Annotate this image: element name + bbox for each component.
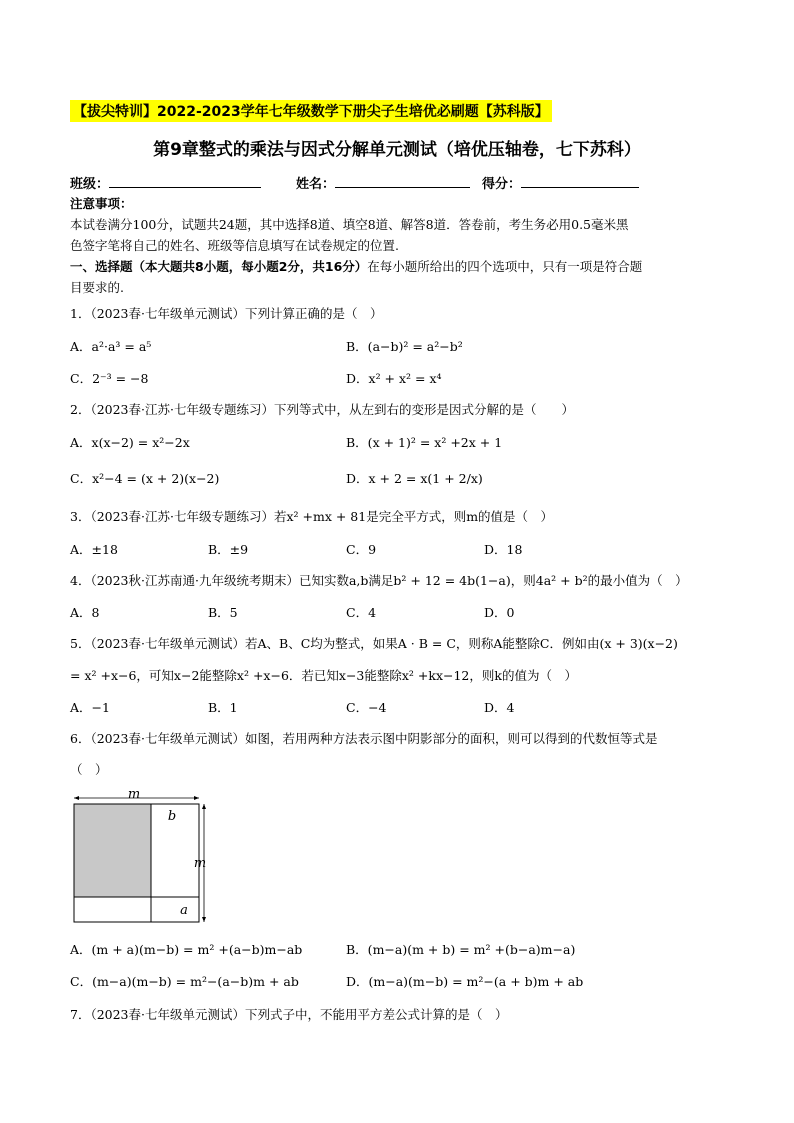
question-1-stem: 1．（2023春·七年级单元测试）下列计算正确的是（ ） bbox=[70, 306, 383, 321]
class-field[interactable]: 班级： bbox=[70, 173, 261, 192]
question-5-option-b[interactable]: B．1 bbox=[208, 700, 238, 715]
page-title: 第9章整式的乘法与因式分解单元测试（培优压轴卷，七下苏科） bbox=[153, 140, 641, 160]
question-3-option-d[interactable]: D．18 bbox=[484, 542, 523, 557]
question-3-stem: 3．（2023春·江苏·七年级专题练习）若x² +mx + 81是完全平方式，则m的值是（ ） bbox=[70, 509, 554, 524]
question-4-option-a[interactable]: A．8 bbox=[70, 605, 100, 620]
question-5-stem-line2: = x² +x−6，可知x−2能整除x² +x−6．若已知x−3能整除x² +kx−12，则k的值为（ ） bbox=[70, 668, 577, 683]
notes-line-1: 本试卷满分100分，试题共24题，其中选择8道、填空8道、解答8道．答卷前，考生务必用0.5毫米黑 bbox=[70, 217, 629, 232]
question-4-stem: 4．（2023秋·江苏南通·九年级统考期末）已知实数a,b满足b² + 12 = 4b(1−a)，则4a² + b²的最小值为（ ） bbox=[70, 573, 688, 588]
name-field[interactable]: 姓名： bbox=[296, 173, 470, 192]
question-7-stem: 7．（2023春·七年级单元测试）下列式子中，不能用平方差公式计算的是（ ） bbox=[70, 1007, 508, 1022]
question-6-option-c[interactable]: C．(m−a)(m−b) = m²−(a−b)m + ab bbox=[70, 974, 299, 989]
question-4-option-b[interactable]: B．5 bbox=[208, 605, 238, 620]
section-heading-line2: 目要求的. bbox=[70, 280, 124, 295]
section-heading: 一、选择题（本大题共8小题，每小题2分，共16分）在每小题所给出的四个选项中，只有一项是符合题 bbox=[70, 259, 643, 274]
question-5-option-d[interactable]: D．4 bbox=[484, 700, 515, 715]
question-1-option-b[interactable]: B．(a−b)² = a²−b² bbox=[346, 339, 463, 354]
series-tag: 【拔尖特训】2022-2023学年七年级数学下册尖子生培优必刷题【苏科版】 bbox=[70, 100, 552, 122]
question-1-option-a[interactable]: A．a²·a³ = a⁵ bbox=[70, 339, 152, 354]
score-field[interactable]: 得分： bbox=[482, 173, 639, 192]
question-6-stem-line2: （ ） bbox=[70, 762, 108, 777]
question-6-option-d[interactable]: D．(m−a)(m−b) = m²−(a + b)m + ab bbox=[346, 974, 584, 989]
question-2-option-a[interactable]: A．x(x−2) = x²−2x bbox=[70, 435, 190, 450]
question-5-option-c[interactable]: C．−4 bbox=[346, 700, 387, 715]
label-m-top: m bbox=[127, 787, 141, 802]
label-m-right: m bbox=[193, 856, 207, 871]
question-2-stem: 2．（2023春·江苏·七年级专题练习）下列等式中，从左到右的变形是因式分解的是（ ） bbox=[70, 402, 574, 417]
label-a: a bbox=[180, 903, 188, 918]
question-5-option-a[interactable]: A．−1 bbox=[70, 700, 110, 715]
question-2-option-b[interactable]: B．(x + 1)² = x² +2x + 1 bbox=[346, 435, 503, 450]
question-1-option-d[interactable]: D．x² + x² = x⁴ bbox=[346, 371, 442, 386]
question-6-stem: 6．（2023春·七年级单元测试）如图，若用两种方法表示图中阴影部分的面积，则可以得到的代数恒等式是 bbox=[70, 731, 658, 746]
question-3-option-a[interactable]: A．±18 bbox=[70, 542, 118, 557]
question-2-option-d[interactable]: D．x + 2 = x(1 + 2/x) bbox=[346, 471, 483, 486]
notes-heading: 注意事项： bbox=[70, 196, 133, 211]
question-3-option-b[interactable]: B．±9 bbox=[208, 542, 249, 557]
question-4-option-c[interactable]: C．4 bbox=[346, 605, 377, 620]
question-6-option-b[interactable]: B．(m−a)(m + b) = m² +(b−a)m−a) bbox=[346, 942, 576, 957]
notes-line-2: 色签字笔将自己的姓名、班级等信息填写在试卷规定的位置. bbox=[70, 238, 399, 253]
question-3-option-c[interactable]: C．9 bbox=[346, 542, 377, 557]
question-1-option-c[interactable]: C．2⁻³ = −8 bbox=[70, 371, 149, 386]
question-4-option-d[interactable]: D．0 bbox=[484, 605, 515, 620]
notes-block bbox=[70, 193, 730, 298]
question-6-option-a[interactable]: A．(m + a)(m−b) = m² +(a−b)m−ab bbox=[70, 942, 303, 957]
area-figure bbox=[66, 786, 216, 926]
shaded-region bbox=[74, 804, 151, 897]
question-2-option-c[interactable]: C．x²−4 = (x + 2)(x−2) bbox=[70, 471, 220, 486]
label-b: b bbox=[167, 809, 177, 824]
question-5-stem: 5．（2023春·七年级单元测试）若A、B、C均为整式，如果A · B = C，则称A能整除C．例如由(x + 3)(x−2) bbox=[70, 636, 678, 651]
